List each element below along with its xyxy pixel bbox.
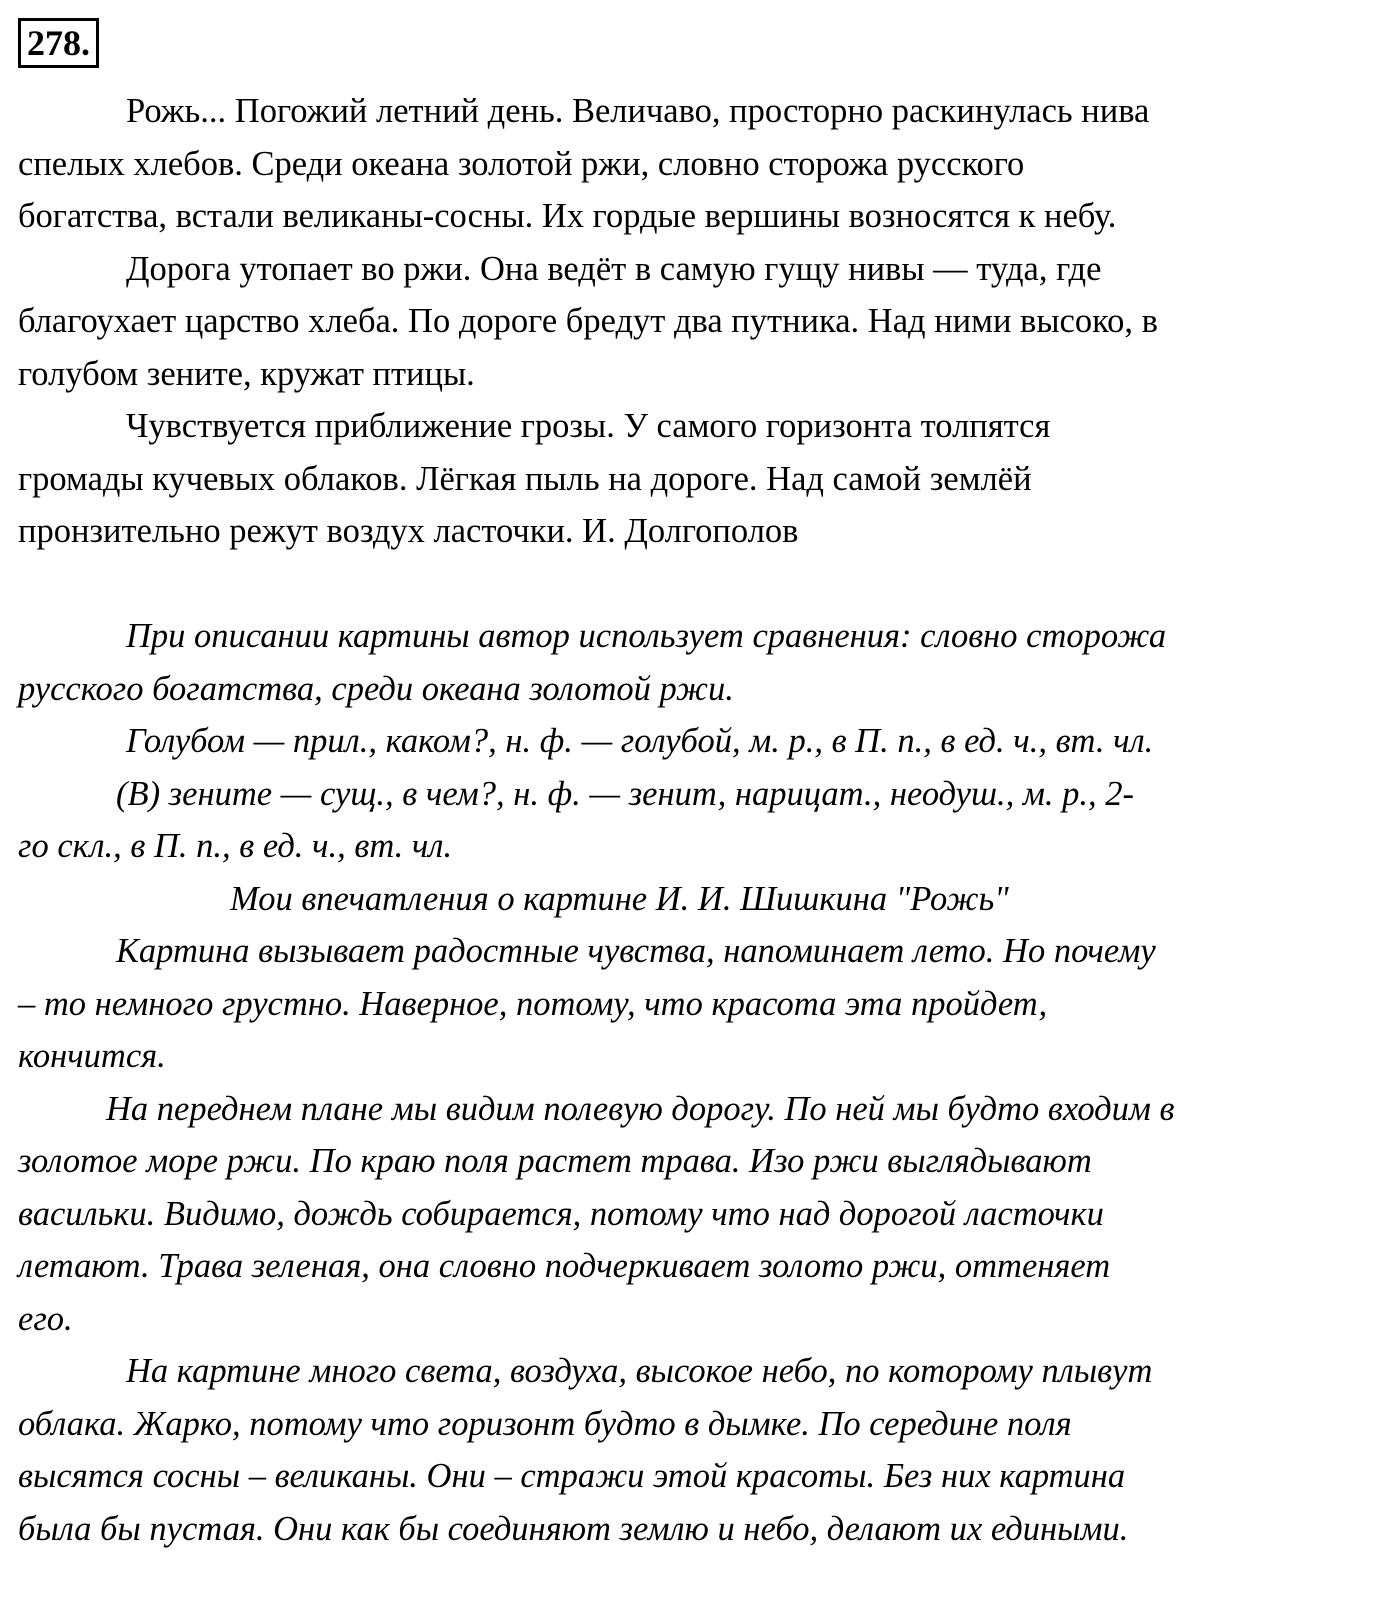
passage-line: голубом зените, кружат птицы. — [18, 354, 475, 393]
answer-line: русского богатства, среди океана золотой ржи. — [18, 669, 734, 708]
answer-line: Голубом — прил., каком?, н. ф. — голубой, м. р., в П. п., в ед. ч., вт. чл. — [126, 722, 1154, 760]
answer-line: На картине много света, воздуха, высокое небо, по которому плывут — [126, 1352, 1153, 1390]
passage-line: богатства, встали великаны-сосны. Их гордые вершины возносятся к небу. — [18, 197, 1117, 235]
answer-paragraph — [18, 715, 1358, 768]
passage-line: пронзительно режут воздух ласточки. И. Долгополов — [18, 512, 799, 550]
answer-line: Картина вызывает радостные чувства, напоминает лето. Но почему — [116, 932, 1156, 970]
passage-paragraph — [18, 400, 1358, 558]
answer-text — [18, 610, 1358, 1555]
answer-line: летают. Трава зеленая, она словно подчеркивает золото ржи, оттеняет — [18, 1247, 1111, 1285]
answer-line: его. — [18, 1299, 73, 1338]
answer-line: При описании картины автор использует сравнения: словно сторожа — [126, 617, 1167, 655]
exercise-number: 278. — [18, 18, 99, 68]
answer-line: (В) зените — сущ., в чем?, н. ф. — зенит, нарицат., неодуш., м. р., 2- — [116, 774, 1135, 813]
passage-line: Рожь... Погожий летний день. Величаво, просторно раскинулась нива — [126, 92, 1150, 130]
passage-paragraph — [18, 243, 1358, 401]
answer-line: облака. Жарко, потому что горизонт будто в дымке. По середине поля — [18, 1404, 1072, 1443]
answer-paragraph — [18, 768, 1358, 873]
answer-paragraph — [18, 1083, 1358, 1346]
answer-line: золотое море ржи. По краю поля растет трава. Изо ржи выглядывают — [18, 1142, 1092, 1180]
answer-paragraph — [18, 1345, 1358, 1555]
passage-line: Дорога утопает во ржи. Она ведёт в самую гущу нивы — туда, где — [126, 249, 1102, 288]
passage-line: громады кучевых облаков. Лёгкая пыль на дороге. Над самой землёй — [18, 459, 1032, 498]
passage-line: спелых хлебов. Среди океана золотой ржи, словно сторожа русского — [18, 144, 1025, 183]
passage-paragraph — [18, 85, 1358, 243]
answer-paragraph — [18, 873, 1358, 926]
answer-line: Мои впечатления о картине И. И. Шишкина "Рожь" — [230, 879, 1009, 918]
answer-line: – то немного грустно. Наверное, потому, что красота эта пройдет, — [18, 984, 1048, 1023]
source-passage — [18, 85, 1358, 558]
answer-line: кончится. — [18, 1037, 166, 1075]
answer-paragraph — [18, 610, 1358, 715]
answer-paragraph — [18, 925, 1358, 1083]
answer-line: На переднем плане мы видим полевую дорогу. По ней мы будто входим в — [106, 1089, 1175, 1128]
answer-line: васильки. Видимо, дождь собирается, потому что над дорогой ласточки — [18, 1194, 1104, 1233]
passage-line: благоухает царство хлеба. По дороге бредут два путника. Над ними высоко, в — [18, 302, 1158, 340]
answer-line: высятся сосны – великаны. Они – стражи этой красоты. Без них картина — [18, 1457, 1126, 1495]
passage-line: Чувствуется приближение грозы. У самого горизонта толпятся — [126, 407, 1051, 445]
answer-line: была бы пустая. Они как бы соединяют землю и небо, делают их едиными. — [18, 1509, 1129, 1548]
answer-line: го скл., в П. п., в ед. ч., вт. чл. — [18, 827, 453, 865]
